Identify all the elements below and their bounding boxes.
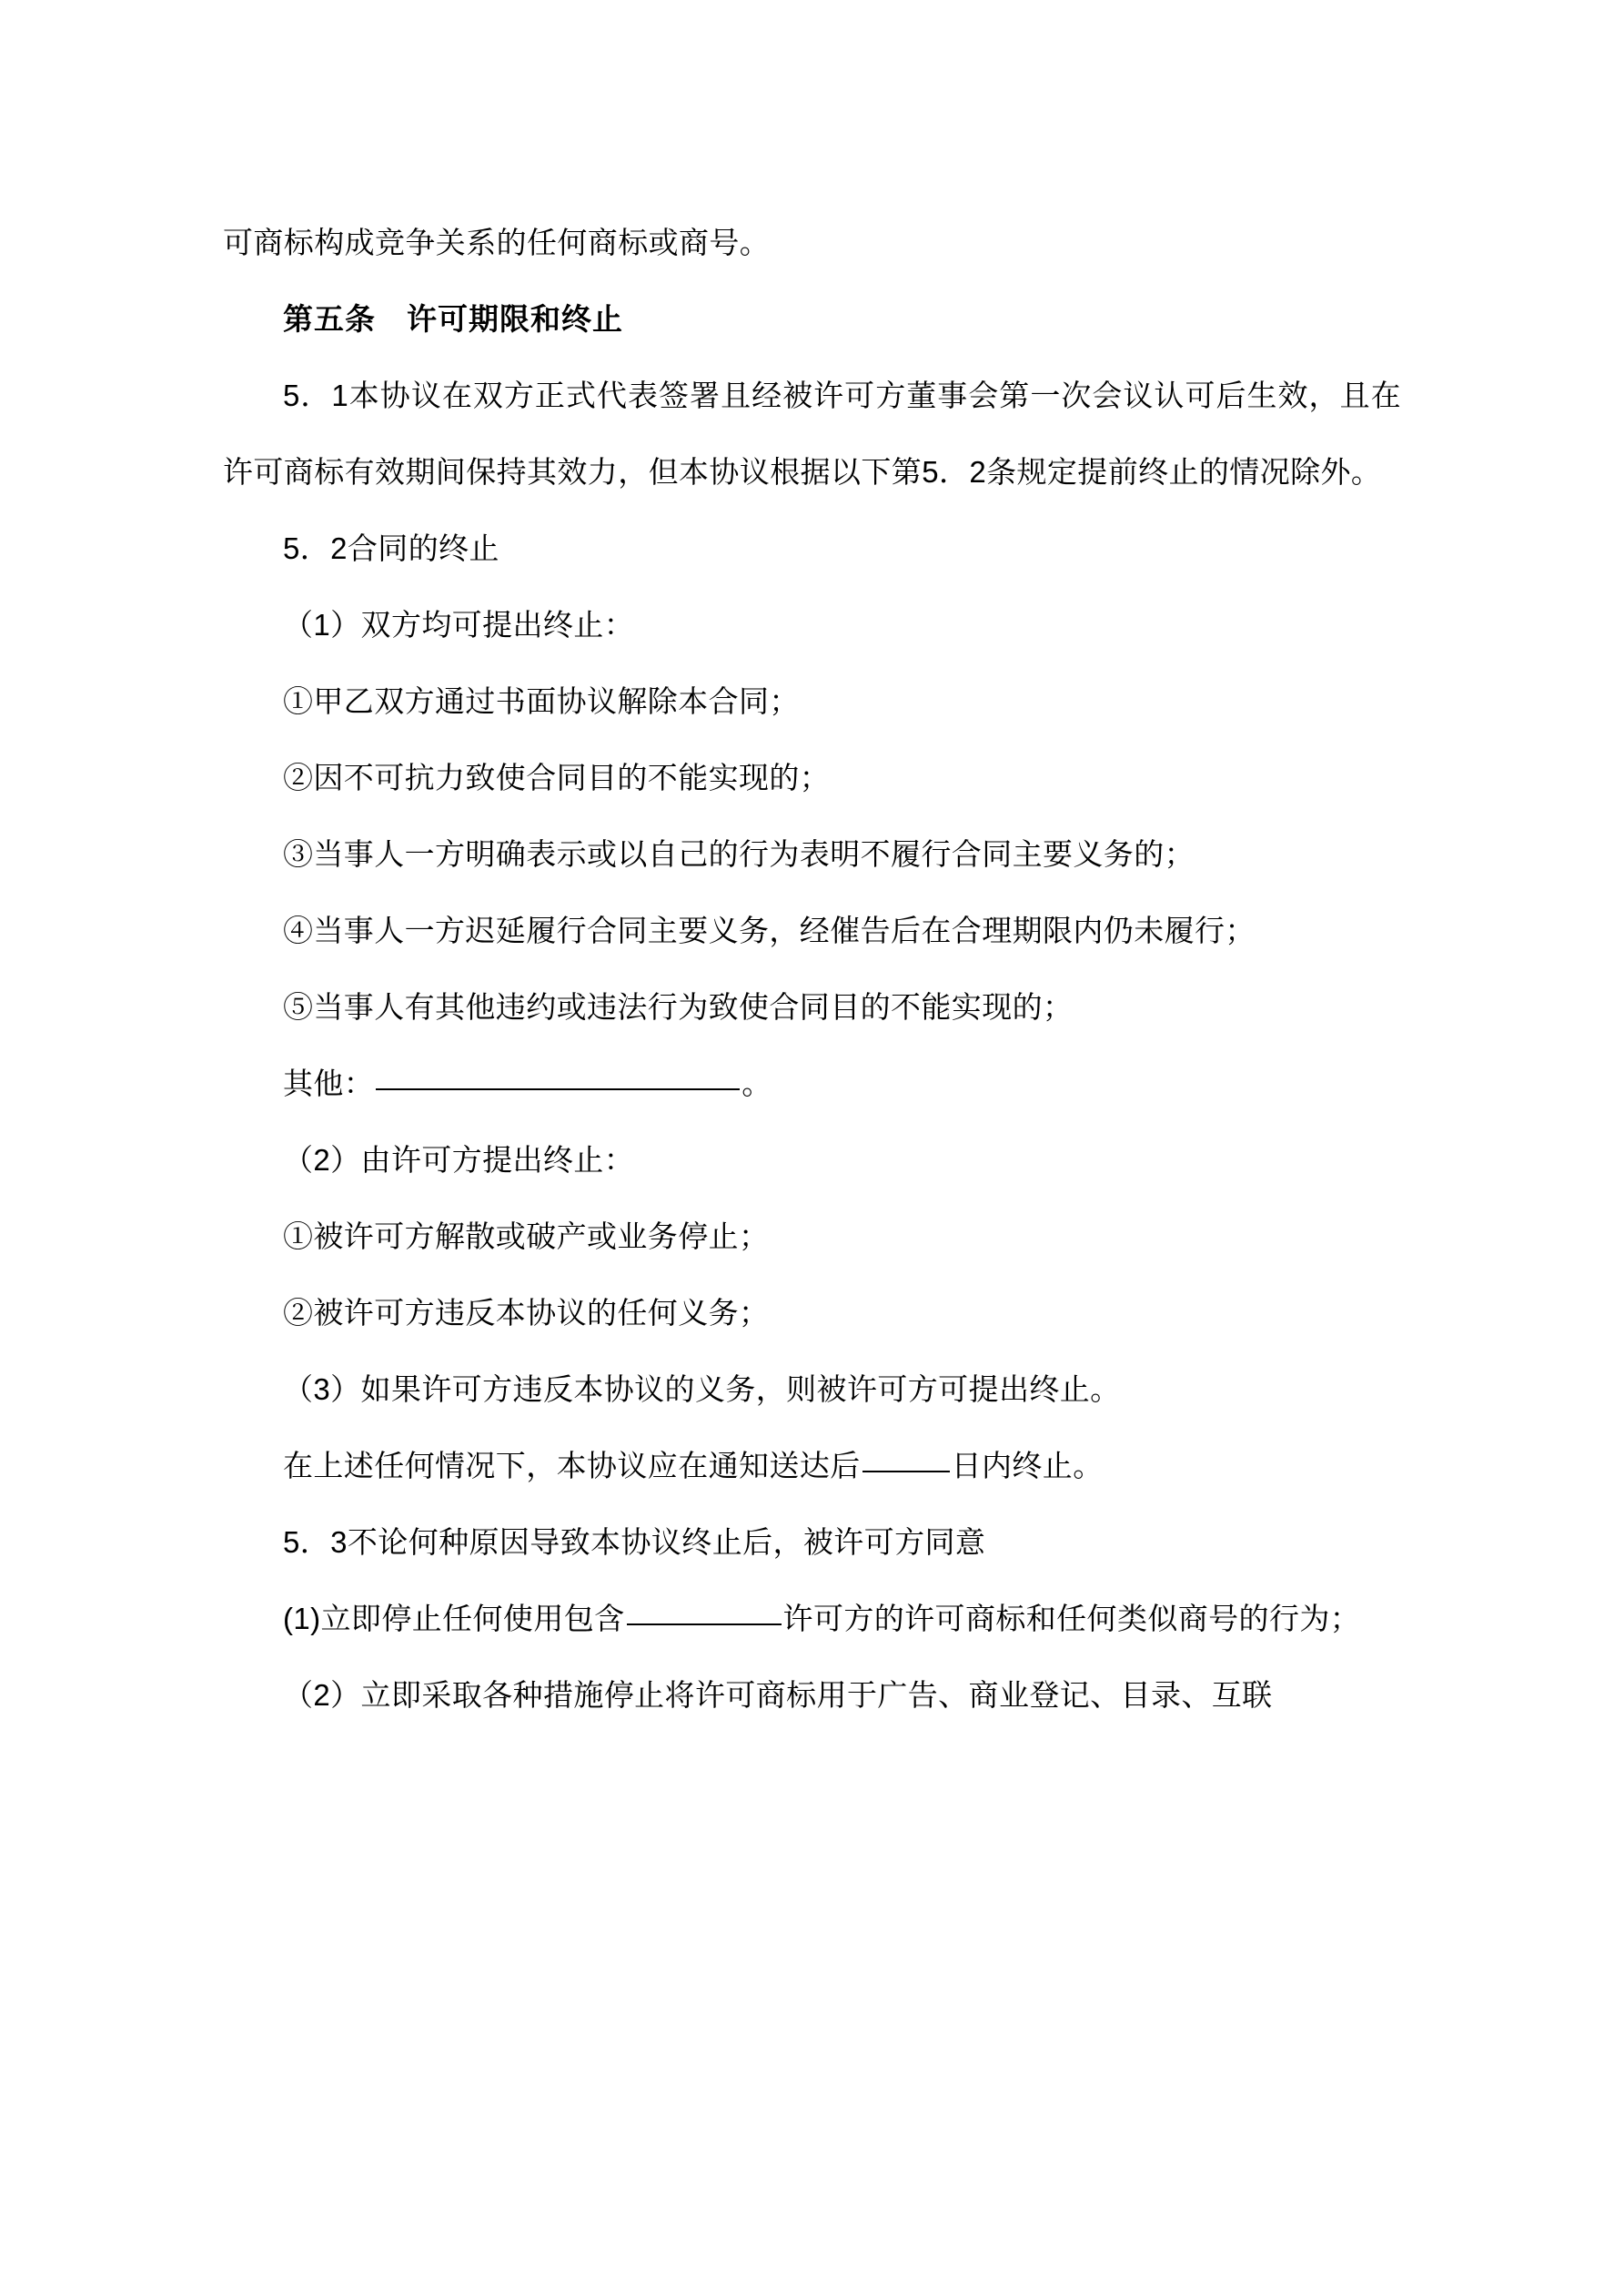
section-heading-5 xyxy=(223,281,1401,358)
other-label: 其他： xyxy=(283,1067,375,1100)
fill-in-blank-other[interactable] xyxy=(376,1088,740,1090)
section-title: 许可期限和终止 xyxy=(407,302,623,336)
paragraph-5-2-item-2a: ①被许可方解散或破产或业务停止； xyxy=(283,1219,770,1253)
paragraph-5-2-other xyxy=(223,1046,1401,1122)
paragraph-5-2-notice xyxy=(223,1428,1401,1504)
paragraph-5-1: 5．1本协议在双方正式代表签署且经被许可方董事会第一次会议认可后生效，且在许可商标有效期间保持其效力，但本协议根据以下第5．2条规定提前终止的情况除外。 xyxy=(223,379,1401,489)
paragraph-5-2-item-1a: ①甲乙双方通过书面协议解除本合同； xyxy=(283,684,800,718)
fill-in-blank-days[interactable] xyxy=(862,1471,950,1472)
section-number: 第五条 xyxy=(283,302,376,336)
paragraph-5-2-item-1e: ⑤当事人有其他违约或违法行为致使合同目的不能实现的； xyxy=(283,990,1074,1024)
paragraph-5-3: 5．3不论何种原因导致本协议终止后，被许可方同意 xyxy=(283,1525,986,1559)
paragraph-5-2-item-3: （3）如果许可方违反本协议的义务，则被许可方可提出终止。 xyxy=(283,1372,1121,1406)
paragraph-5-3-item-2: （2）立即采取各种措施停止将许可商标用于广告、商业登记、目录、互联 xyxy=(283,1678,1273,1712)
paragraph-5-2-item-1c: ③当事人一方明确表示或以自己的行为表明不履行合同主要义务的； xyxy=(283,837,1195,871)
paragraph-5-2-item-1d: ④当事人一方迟延履行合同主要义务，经催告后在合理期限内仍未履行； xyxy=(283,914,1256,947)
paragraph-5-2-item-2: （2）由许可方提出终止： xyxy=(283,1143,635,1177)
paragraph-5-2-item-1b: ②因不可抗力致使合同目的不能实现的； xyxy=(283,761,831,794)
paragraph-5-2-item-1: （1）双方均可提出终止： xyxy=(283,608,635,642)
item-prefix: (1)立即停止任何使用包含 xyxy=(283,1602,625,1635)
item-suffix: 许可方的许可商标和任何类似商号的行为； xyxy=(782,1602,1361,1635)
notice-suffix: 日内终止。 xyxy=(951,1449,1104,1482)
fill-in-blank-licensor[interactable] xyxy=(627,1623,782,1625)
paragraph-continued-line: 可商标构成竞争关系的任何商标或商号。 xyxy=(223,226,771,259)
notice-prefix: 在上述任何情况下，本协议应在通知送达后 xyxy=(283,1449,861,1482)
document-body xyxy=(223,205,1401,1734)
other-suffix: 。 xyxy=(741,1067,772,1100)
paragraph-5-2-item-2b: ②被许可方违反本协议的任何义务； xyxy=(283,1296,770,1330)
paragraph-5-2: 5．2合同的终止 xyxy=(283,531,499,565)
paragraph-5-3-item-1 xyxy=(223,1581,1401,1657)
